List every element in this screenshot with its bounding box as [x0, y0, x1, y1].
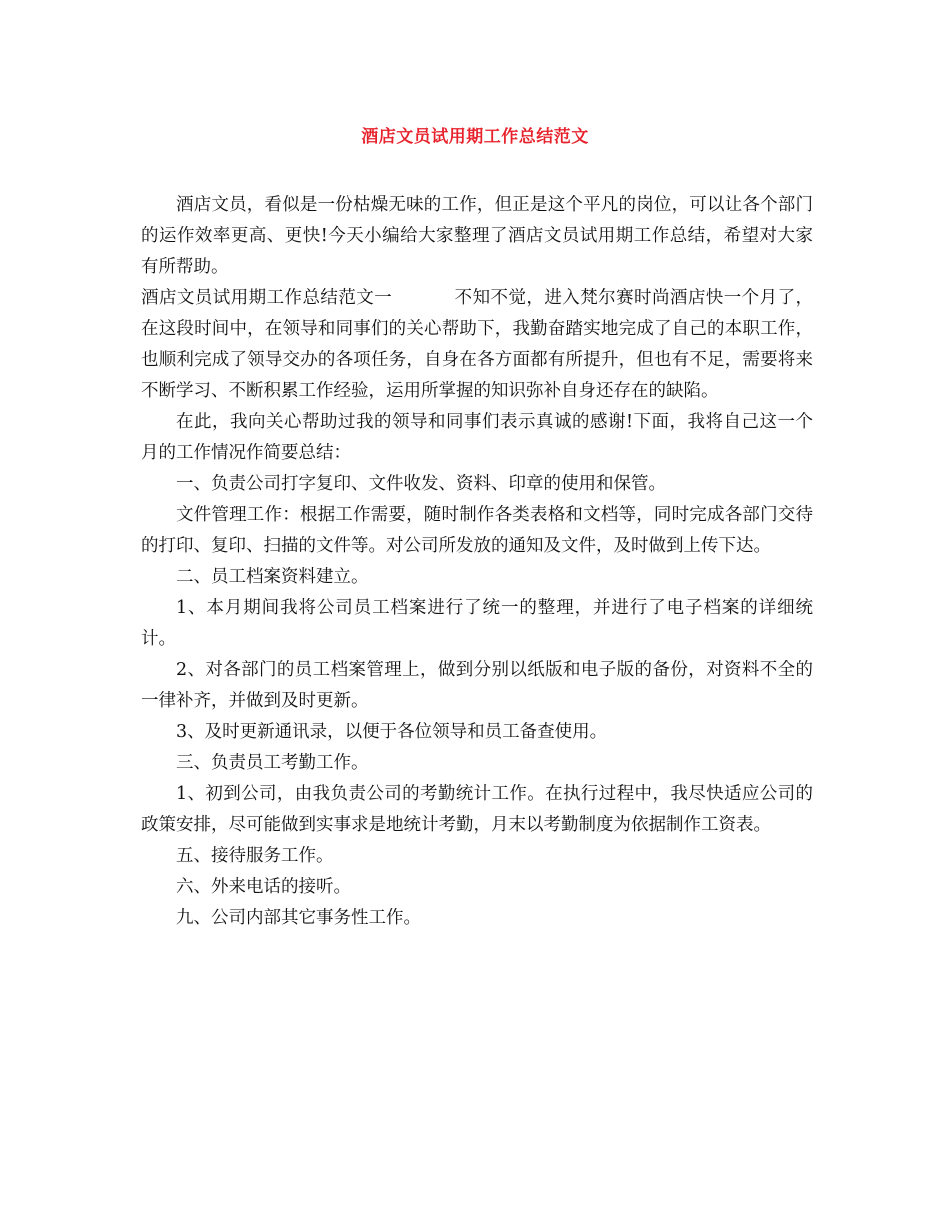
body-paragraph: 九、公司内部其它事务性工作。	[176, 908, 421, 928]
body-paragraph: 三、负责员工考勤工作。	[176, 753, 369, 773]
section-text: 不知不觉，进入梵尔赛时尚酒店快一个月了，在这段时间中，在领导和同事们的关心帮助下，我勤奋踏实地完成了自己的本职工作，也顺利完成了领导交办的各项任务，自身在各方面都有所提升，但也有不足，需要将来不断学习、不断积累工作经验，运用所掌握的知识弥补自身还存在的缺陷。	[141, 288, 814, 401]
section-paragraph	[141, 283, 813, 407]
body-paragraph: 3、及时更新通讯录，以便于各位领导和员工备查使用。	[176, 722, 608, 742]
intro-paragraph: 酒店文员，看似是一份枯燥无味的工作，但正是这个平凡的岗位，可以让各个部门的运作效率更高、更快!今天小编给大家整理了酒店文员试用期工作总结，希望对大家有所帮助。	[141, 195, 813, 277]
body-paragraph: 1、初到公司，由我负责公司的考勤统计工作。在执行过程中，我尽快适应公司的政策安排，尽可能做到实事求是地统计考勤，月末以考勤制度为依据制作工资表。	[141, 784, 813, 835]
section-heading: 酒店文员试用期工作总结范文一	[141, 288, 393, 308]
body-paragraph: 文件管理工作：根据工作需要，随时制作各类表格和文档等，同时完成各部门交待的打印、复印、扫描的文件等。对公司所发放的通知及文件，及时做到上传下达。	[141, 505, 813, 556]
body-paragraph: 二、员工档案资料建立。	[176, 567, 369, 587]
body-paragraph: 1、本月期间我将公司员工档案进行了统一的整理，并进行了电子档案的详细统计。	[141, 598, 813, 649]
body-paragraph: 六、外来电话的接听。	[176, 877, 351, 897]
body-paragraph: 在此，我向关心帮助过我的领导和同事们表示真诚的感谢!下面，我将自己这一个月的工作情况作简要总结：	[141, 412, 813, 463]
body-paragraph: 2、对各部门的员工档案管理上，做到分别以纸版和电子版的备份，对资料不全的一律补齐，并做到及时更新。	[141, 660, 813, 711]
body-paragraph: 五、接待服务工作。	[176, 846, 334, 866]
document-title: 酒店文员试用期工作总结范文	[361, 127, 589, 147]
document-body	[141, 190, 813, 934]
body-paragraph: 一、负责公司打字复印、文件收发、资料、印章的使用和保管。	[176, 474, 666, 494]
